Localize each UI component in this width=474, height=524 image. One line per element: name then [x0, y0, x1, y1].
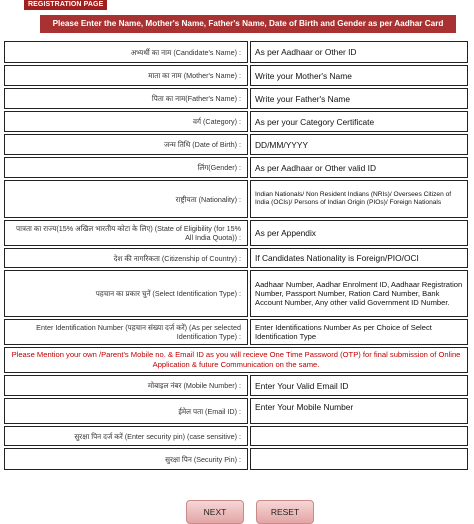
- father-name-label: पिता का नाम(Father's Name) :: [4, 88, 248, 109]
- category-field[interactable]: As per your Category Certificate: [250, 111, 468, 132]
- aadhar-instruction-header: Please Enter the Name, Mother's Name, Father's Name, Date of Birth and Gender as per Aadhar Card: [40, 15, 456, 33]
- gender-field[interactable]: As per Aadhaar or Other valid ID: [250, 157, 468, 178]
- nationality-label: राष्ट्रीयता (Nationality) :: [4, 180, 248, 218]
- security-pin-label: सुरक्षा पिन (Security Pin) :: [4, 448, 248, 470]
- mother-name-field[interactable]: Write your Mother's Name: [250, 65, 468, 86]
- state-eligibility-label: पात्रता का राज्य(15% अखिल भारतीय कोटा के लिए) (State of Eligibility (for 15% All India Quota)) :: [4, 220, 248, 246]
- mobile-number-label: मोबाइल नंबर (Mobile Number) :: [4, 375, 248, 396]
- identification-number-label: Enter Identification Number (पहचान संख्या दर्ज करें) (As per selected Identification Type) :: [4, 319, 248, 345]
- security-pin-image: [250, 448, 468, 470]
- candidate-name-label: अभ्यर्थी का नाम (Candidate's Name) :: [4, 41, 248, 63]
- citizenship-field[interactable]: If Candidates Nationality is Foreign/PIO/OCI: [250, 248, 468, 268]
- state-eligibility-field[interactable]: As per Appendix: [250, 220, 468, 246]
- otp-notice: Please Mention your own /Parent's Mobile no. & Email ID as you will recieve One Time Password (OTP) for final submission of Online Application & future Communication on the same.: [4, 347, 468, 373]
- identification-type-select[interactable]: Aadhaar Number, Aadhar Enrolment ID, Aadhaar Registration Number, Passport Number, Ration Card Number, Bank Account Number, Any other valid Government ID Number.: [250, 270, 468, 317]
- next-button[interactable]: NEXT: [186, 500, 244, 524]
- reset-button[interactable]: RESET: [256, 500, 314, 524]
- category-label: वर्ग (Category) :: [4, 111, 248, 132]
- nationality-field[interactable]: Indian Nationals/ Non Resident Indians (NRIs)/ Oversees Citizen of India (OCIs)/ Persons of Indian Origin (PIOs)/ Foreign Nationals: [250, 180, 468, 218]
- mobile-number-field[interactable]: Enter Your Valid Email ID: [250, 375, 468, 396]
- registration-page-tag: REGISTRATION PAGE: [24, 0, 107, 10]
- father-name-field[interactable]: Write your Father's Name: [250, 88, 468, 109]
- dob-field[interactable]: DD/MM/YYYY: [250, 134, 468, 155]
- dob-label: जन्म तिथि (Date of Birth) :: [4, 134, 248, 155]
- identification-type-label: पहचान का प्रकार चुनें (Select Identification Type) :: [4, 270, 248, 317]
- email-field[interactable]: Enter Your Mobile Number: [250, 398, 468, 424]
- email-label: ईमेल पता (Email ID) :: [4, 398, 248, 424]
- gender-label: लिंग(Gender) :: [4, 157, 248, 178]
- citizenship-label: देश की नागरिकता (Citizenship of Country) :: [4, 248, 248, 268]
- enter-security-pin-label: सुरक्षा पिन दर्ज करें (Enter security pin) (case sensitive) :: [4, 426, 248, 446]
- enter-security-pin-field[interactable]: [250, 426, 468, 446]
- candidate-name-field[interactable]: As per Aadhaar or Other ID: [250, 41, 468, 63]
- identification-number-field[interactable]: Enter Identifications Number As per Choice of Select Identification Type: [250, 319, 468, 345]
- mother-name-label: माता का नाम (Mother's Name) :: [4, 65, 248, 86]
